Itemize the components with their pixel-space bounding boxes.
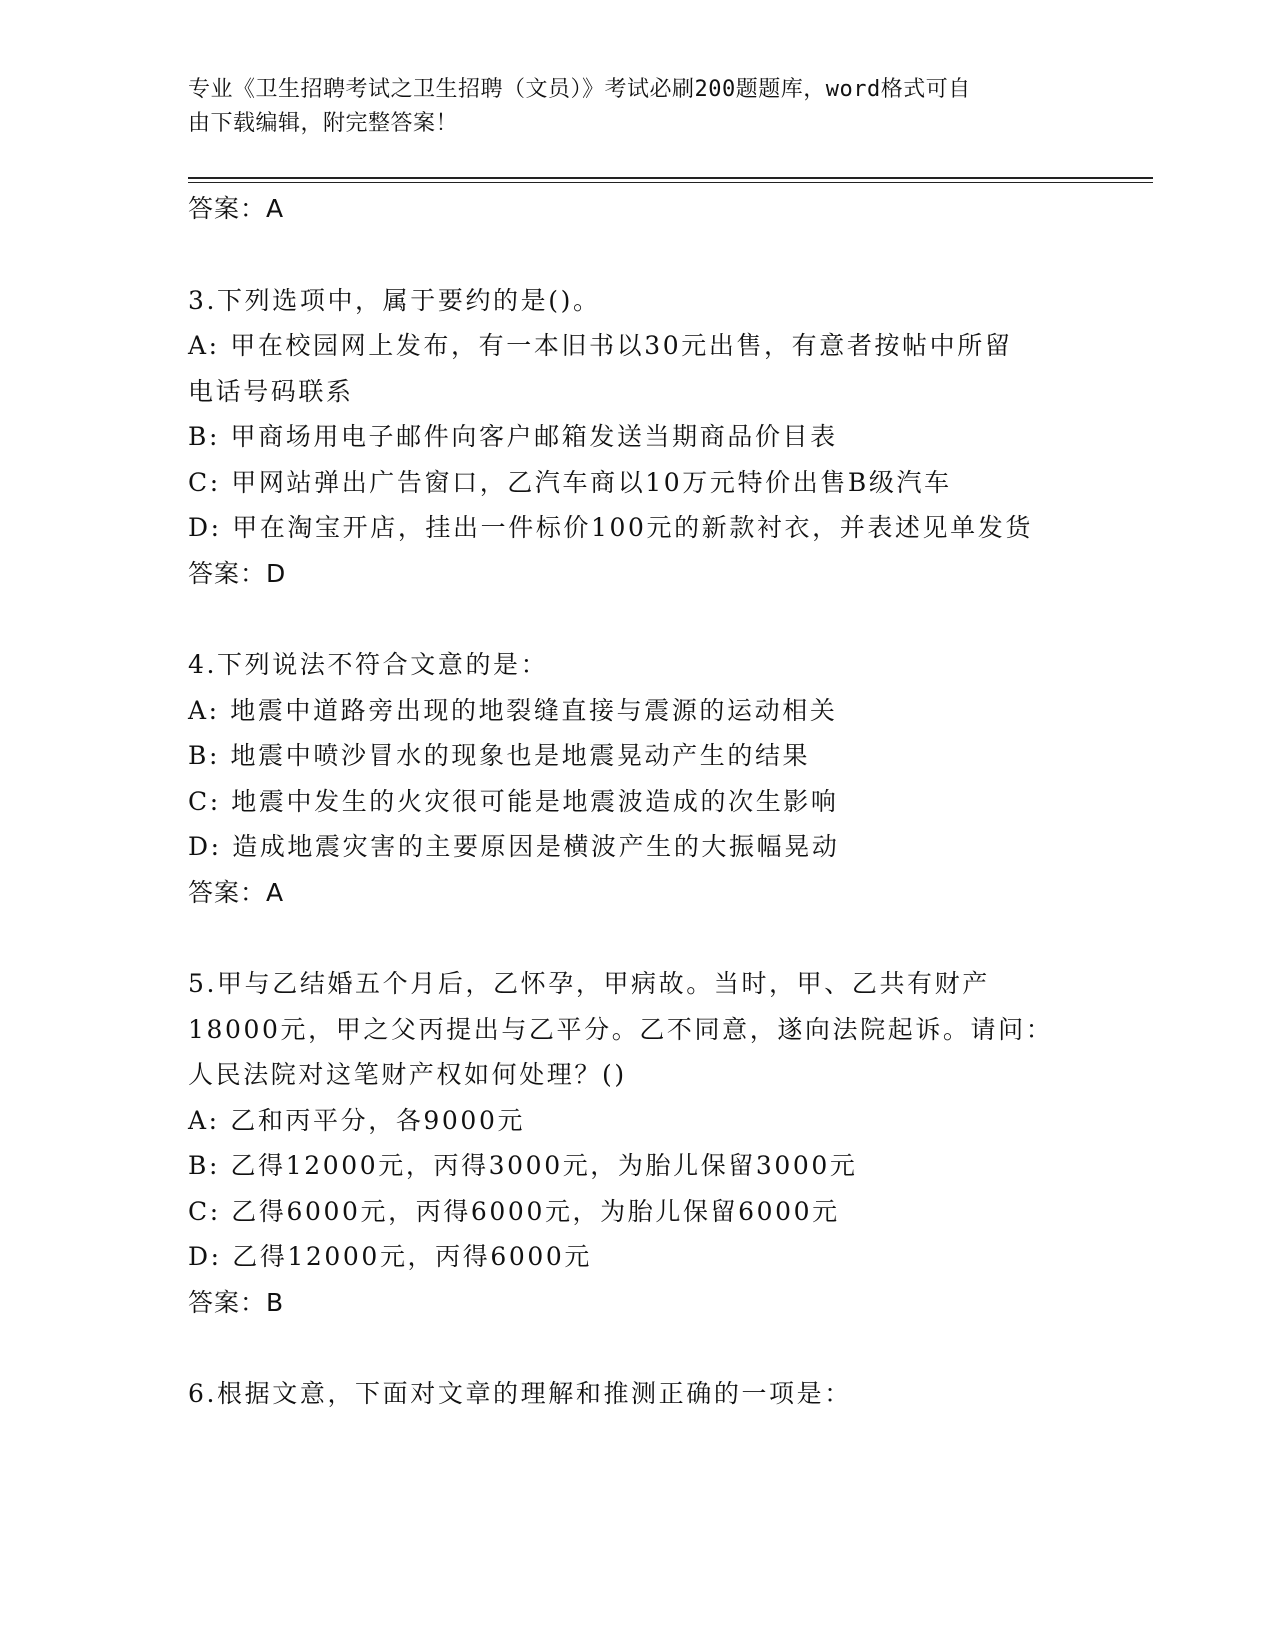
previous-answer: 答案：A: [188, 194, 285, 223]
question-4-answer: 答案：A: [188, 877, 285, 907]
spacer: [188, 1325, 1148, 1371]
page-header: [188, 73, 1078, 141]
question-4-stem: 4.下列说法不符合文意的是：: [188, 650, 549, 679]
question-4-option-d: D: 造成地震灾害的主要原因是横波产生的大振幅晃动: [188, 832, 840, 861]
question-3: [188, 278, 1148, 597]
header-line-2: 由下载编辑，附完整答案！: [188, 111, 459, 136]
question-4: [188, 642, 1148, 915]
header-line-1: 专业《卫生招聘考试之卫生招聘（文员）》考试必刷200题题库，word格式可自: [188, 77, 971, 102]
question-5-option-b: B: 乙得12000元，丙得3000元，为胎儿保留3000元: [188, 1151, 858, 1180]
question-5-stem: 5.甲与乙结婚五个月后，乙怀孕，甲病故。当时，甲、乙共有财产: [188, 969, 990, 998]
spacer: [188, 596, 1148, 642]
question-3-option-b: B: 甲商场用电子邮件向客户邮箱发送当期商品价目表: [188, 422, 838, 451]
question-5-option-c: C: 乙得6000元，丙得6000元，为胎儿保留6000元: [188, 1196, 840, 1226]
question-4-option-a: A: 地震中道路旁出现的地裂缝直接与震源的运动相关: [188, 695, 838, 725]
question-5: [188, 961, 1148, 1325]
question-4-option-c: C: 地震中发生的火灾很可能是地震波造成的次生影响: [188, 786, 839, 816]
question-3-option-a: A: 甲在校园网上发布，有一本旧书以30元出售，有意者按帖中所留: [188, 331, 1013, 360]
question-5-option-d: D: 乙得12000元，丙得6000元: [188, 1242, 592, 1271]
question-6: [188, 1371, 1148, 1417]
header-rule-thick: [188, 177, 1153, 179]
question-6-stem: 6.根据文意，下面对文章的理解和推测正确的一项是：: [188, 1379, 852, 1408]
question-content: [188, 186, 1148, 1417]
spacer: [188, 915, 1148, 961]
header-rule-thin: [188, 182, 1153, 183]
question-5-stem-cont-2: 人民法院对这笔财产权如何处理？(): [188, 1060, 627, 1089]
question-5-answer: 答案：B: [188, 1287, 285, 1317]
question-4-option-b: B: 地震中喷沙冒水的现象也是地震晃动产生的结果: [188, 741, 811, 770]
question-5-stem-cont-1: 18000元，甲之父丙提出与乙平分。乙不同意，遂向法院起诉。请问：: [188, 1014, 1054, 1044]
question-3-option-a-cont: 电话号码联系: [188, 376, 354, 406]
question-3-stem: 3.下列选项中，属于要约的是()。: [188, 285, 601, 315]
question-5-option-a: A: 乙和丙平分，各9000元: [188, 1105, 526, 1135]
question-3-option-d: D: 甲在淘宝开店，挂出一件标价100元的新款衬衣，并表述见单发货: [188, 513, 1033, 542]
spacer: [188, 232, 1148, 278]
question-3-option-c: C: 甲网站弹出广告窗口，乙汽车商以10万元特价出售B级汽车: [188, 467, 952, 497]
question-3-answer: 答案：D: [188, 558, 287, 588]
